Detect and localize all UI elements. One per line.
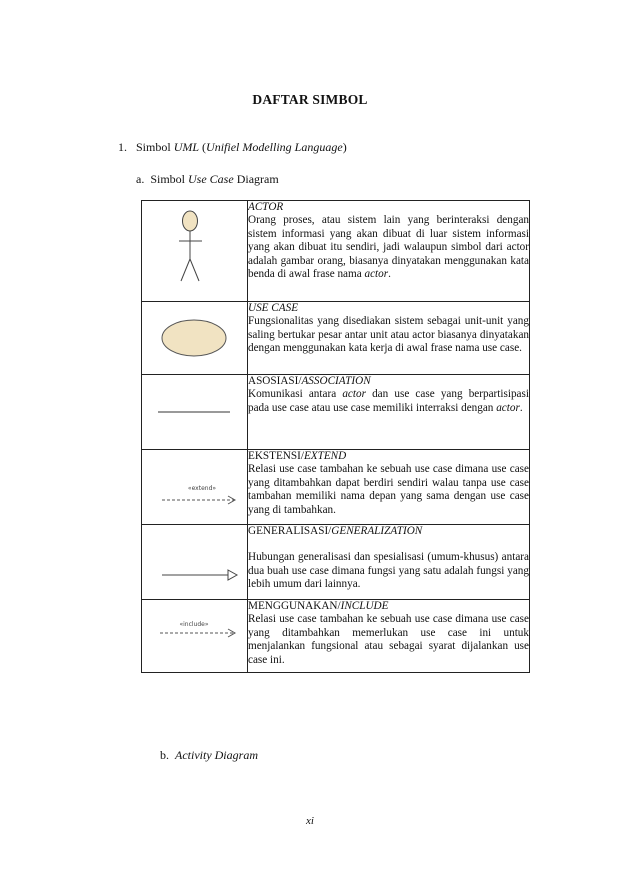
subsection-b-text: Activity Diagram — [175, 748, 258, 762]
symbol-description — [248, 613, 529, 667]
symbol-description — [248, 463, 529, 517]
table-row — [142, 302, 530, 375]
symbol-heading — [248, 600, 529, 613]
desc-part: Hubungan generalisasi dan spesialisasi (umum-khusus) antara dua buah use case dimana fungsi yang satu adalah fungsi yang lebih umum dari lainnya. — [248, 551, 529, 591]
section-text-a: Simbol — [136, 140, 174, 154]
table-row — [142, 450, 530, 525]
symbol-icon-cell — [142, 302, 248, 375]
heading-part: MENGGUNAKAN/ — [248, 600, 341, 612]
symbol-icon-cell — [142, 600, 248, 673]
generalization-arrow-icon — [142, 525, 248, 599]
heading-part: GENERALISASI/ — [248, 525, 332, 537]
symbol-description — [248, 315, 529, 355]
symbol-heading — [248, 302, 529, 315]
symbol-table — [141, 200, 530, 673]
table-row — [142, 600, 530, 673]
symbol-description — [248, 551, 529, 591]
symbol-desc-cell — [248, 375, 530, 450]
symbol-icon-cell — [142, 375, 248, 450]
symbol-heading — [248, 375, 529, 388]
heading-part: ASSOCIATION — [301, 375, 371, 387]
section-text-fullname: Unifiel Modelling Language — [206, 140, 343, 154]
extend-arrow-icon — [142, 450, 248, 524]
symbol-description — [248, 214, 529, 281]
heading-part: EKSTENSI/ — [248, 450, 304, 462]
heading-part: ACTOR — [248, 201, 284, 213]
symbol-heading — [248, 201, 529, 214]
symbol-desc-cell — [248, 525, 530, 600]
subsection-b-label: b. — [160, 748, 169, 762]
desc-part: Fungsionalitas yang disediakan sistem sebagai unit-unit yang saling bertukar pesar antar unit atau actor biasanya dinyatakan dengan menggunakan kata kerja di awal frase nama use case. — [248, 315, 529, 355]
symbol-desc-cell — [248, 201, 530, 302]
actor-icon — [142, 201, 248, 301]
symbol-icon-cell — [142, 450, 248, 525]
symbol-description — [248, 388, 529, 415]
section-text-uml: UML — [173, 140, 200, 154]
association-line-icon — [142, 375, 248, 449]
symbol-desc-cell — [248, 600, 530, 673]
subsection-a-label: a. — [136, 172, 145, 186]
desc-part: . — [388, 268, 391, 281]
desc-part: Relasi use case tambahan ke sebuah use case dimana use case yang ditambahkan memerlukan use case ini untuk menjalankan fungsional atau sebagai syarat dijalankan use case ini. — [248, 613, 529, 666]
include-arrow-icon — [142, 600, 248, 672]
desc-part: Orang proses, atau sistem lain yang berinteraksi dengan sistem informasi yang akan dibuat di luar sistem informasi yang akan dibuat itu sendiri, jadi walaupun simbol dari actor adalah gambar orang, biasanya dinyatakan menggunakan kata benda di awal frase nama — [248, 214, 529, 281]
subsection-a-text-a: Simbol — [150, 172, 189, 186]
desc-part: . — [519, 401, 523, 414]
desc-part: actor — [496, 401, 520, 414]
subsection-a-text-c: Diagram — [233, 172, 279, 186]
heading-part: GENERALIZATION — [331, 525, 423, 537]
section-heading-uml — [118, 140, 347, 155]
page-title: DAFTAR SIMBOL — [252, 92, 368, 107]
symbol-desc-cell — [248, 302, 530, 375]
table-row — [142, 201, 530, 302]
symbol-icon-cell — [142, 201, 248, 302]
symbol-heading — [248, 450, 529, 463]
desc-part: actor — [342, 388, 366, 401]
heading-part: USE CASE — [248, 302, 299, 314]
desc-part: actor — [364, 268, 389, 281]
heading-part: EXTEND — [303, 450, 347, 462]
symbol-icon-cell — [142, 525, 248, 600]
symbol-desc-cell — [248, 450, 530, 525]
desc-part: dan use case yang berpartisipasi pada use case atau use case memiliki interraksi dengan — [248, 388, 529, 414]
table-row — [142, 525, 530, 600]
desc-part: Relasi use case tambahan ke sebuah use case dimana use case yang ditambahkan dapat berdiri sendiri walau tanpa use case tambahan memiliki nama depan yang sama dengan use case yang di tambahkan. — [248, 463, 529, 516]
symbol-heading — [248, 525, 529, 538]
desc-part: Komunikasi antara — [248, 388, 343, 401]
include-stereotype-label: «include» — [179, 621, 209, 628]
heading-part: ASOSIASI/ — [248, 375, 302, 387]
section-text-e: ) — [342, 140, 347, 154]
use-case-ellipse-icon — [142, 302, 248, 374]
heading-part: INCLUDE — [340, 600, 389, 612]
subsection-a-heading — [136, 172, 279, 187]
extend-stereotype-label: «extend» — [187, 485, 217, 492]
subsection-b-heading — [160, 748, 258, 763]
section-text-c: ( — [199, 140, 207, 154]
page-number: xi — [306, 815, 314, 827]
subsection-a-text-usecase: Use Case — [188, 172, 234, 186]
table-row — [142, 375, 530, 450]
section-number: 1. — [118, 140, 127, 154]
